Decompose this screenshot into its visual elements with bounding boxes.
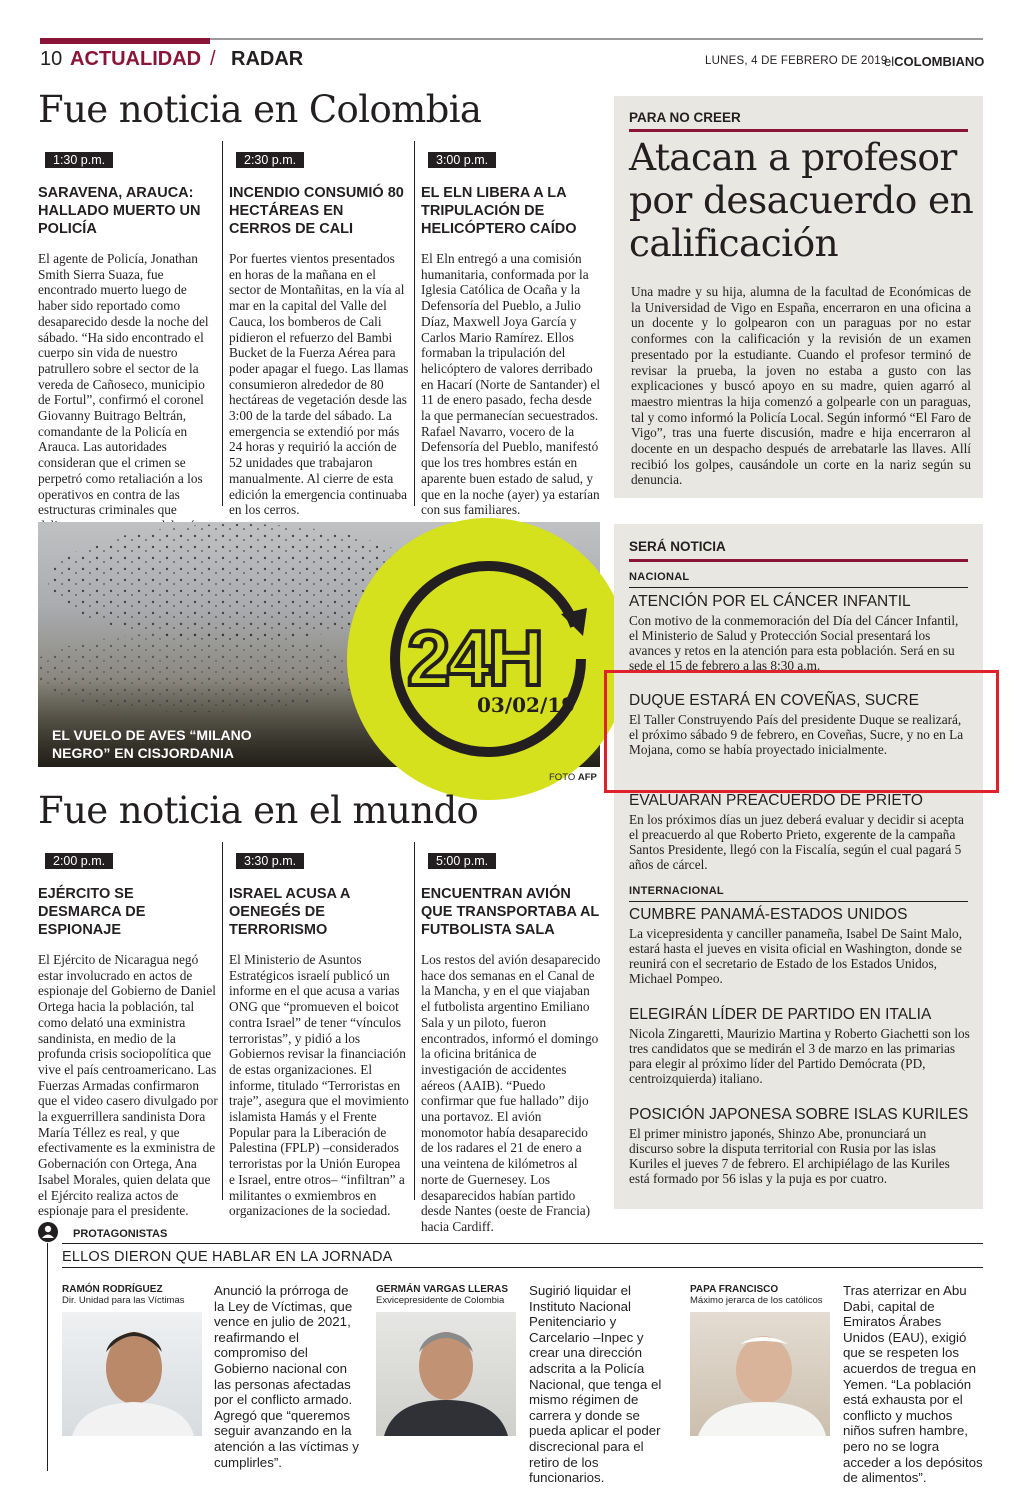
person-icon [38, 1222, 58, 1242]
mundo-story-2 [229, 852, 409, 1219]
story-body: El Ejército de Nicaragua negó estar involucrado en actos de espionaje del Gobierno de Daniel Ortega hacia la población, tal como delató una exministra sandinista, en medio de la profunda crisis sociopolítica que vive el país centroamericano. Las Fuerzas Armadas confirmaron que el video casero divulgado por la exguerrillera sandinista Dora María Téllez es real, y que efectivamente es la exministra de Gobernación con Ortega, Ana Isabel Morales, quien delata que el Ejército realiza actos de espionaje para el presidente. [38, 952, 218, 1219]
header-accent-bar [40, 38, 210, 44]
news-body: En los próximos días un juez deberá evaluar y decidir si acepta el preacuerdo al que Roberto Prieto, exgerente de la campaña Santos Presidente, llegó con la Fiscalía, según el cual pagará 5 años de cárcel. [629, 812, 964, 872]
mundo-story-3 [421, 852, 601, 1235]
news-headline: DUQUE ESTARÁ EN COVEÑAS, SUCRE [629, 692, 919, 709]
protagonist-3-photo [690, 1312, 830, 1436]
internacional-label: INTERNACIONAL [629, 885, 724, 897]
story-headline: SARAVENA, ARAUCA: HALLADO MUERTO UN POLICÍA [38, 185, 201, 237]
colombia-story-3 [421, 151, 601, 518]
nacional-item-3 [629, 792, 971, 872]
para-no-creer-box [614, 96, 983, 498]
colombia-story-2 [229, 151, 409, 518]
subsection-title: RADAR [231, 48, 304, 70]
para-no-creer-title: Atacan a profesor por desacuerdo en calificación [629, 135, 974, 265]
newspaper-brand: elCOLOMBIANO [884, 54, 985, 69]
time-badge: 1:30 p.m. [45, 152, 113, 168]
protagonist-name: GERMÁN VARGAS LLERAS [376, 1284, 509, 1295]
protagonistas-subtitle: ELLOS DIERON QUE HABLAR EN LA JORNADA [62, 1249, 393, 1265]
news-body: Nicola Zingaretti, Maurizio Martina y Roberto Giachetti son los tres candidatos que se medirán el 3 de marzo en las primarias para elegir al próximo líder del Partido Demócrata (PD, centroizquierda) italiano. [629, 1026, 970, 1086]
news-headline: EVALUARÁN PREACUERDO DE PRIETO [629, 792, 923, 809]
page-number: 10 [40, 48, 63, 70]
story-body: El agente de Policía, Jonathan Smith Sierra Suaza, fue encontrado muerto luego de haber sido reportado como desaparecido desde la noche del sábado. “Ha sido encontrado el cuerpo sin vida de nuestro patrullero sobre el sector de la vereda de Cañoseco, municipio de Fortul”, confirmó el coronel Giovanny Buitrago Beltrán, comandante de la Policía en Arauca. Las autoridades consideran que el crimen se perpetró como retaliación a los operativos en contra de las estructuras criminales que [38, 251, 209, 518]
protagonist-role: Dir. Unidad para las Víctimas [62, 1295, 185, 1306]
story-headline: ISRAEL ACUSA A OENEGÉS DE TERRORISMO [229, 886, 350, 938]
story-headline: INCENDIO CONSUMIÓ 80 HECTÁREAS EN CERROS DE CALI [229, 185, 404, 237]
protagonist-name: RAMÓN RODRÍGUEZ [62, 1284, 163, 1295]
section-separator: / [210, 48, 216, 70]
section-title: ACTUALIDAD [70, 48, 202, 70]
time-badge: 3:30 p.m. [236, 853, 304, 869]
story-body: Por fuertes vientos presentados en horas de la mañana en el sector de Montañitas, en la vía al mar en la capital del Valle del Cauca, los bomberos de Cali pidieron el refuerzo del Bambi Bucket de la Fuerza Aérea para poder apagar el fuego. Las llamas consumieron alrededor de 80 hectáreas de vegetación desde las 3:00 de la tarde del sábado. La emergencia se extendió por más 24 horas y requirió la acción de 52 unidades que trabajaron manualmente. Al cierre de esta edición la emergencia continuaba en los cerros. [229, 251, 409, 518]
column-rule [222, 141, 223, 506]
nacional-label: NACIONAL [629, 571, 690, 583]
story-body: Los restos del avión desaparecido hace dos semanas en el Canal de la Mancha, y en el que viajaban el futbolista argentino Emiliano Sala y un piloto, fueron encontrados, informó el domingo la oficina británica de investigación de accidentes aéreos (AAIB). “Puedo confirmar que fue hallado” dijo una portavoz. El avión monomotor había desaparecido de los radares el 21 de enero a una veintena de kilómetros al norte de Guernesey. Los desaparecidos habían partido desde Nantes (oeste de Francia) hacia Cardiff. [421, 952, 601, 1234]
column-rule [414, 141, 415, 506]
protagonist-3-info [690, 1284, 823, 1306]
colombia-title: Fue noticia en Colombia [38, 88, 482, 131]
story-headline: ENCUENTRAN AVIÓN QUE TRANSPORTABA AL FUTBOLISTA SALA [421, 886, 600, 938]
24h-date: 03/02/19 [477, 693, 576, 717]
protagonist-2-info [376, 1284, 508, 1306]
para-no-creer-body: Una madre y su hija, alumna de la facultad de Económicas de la Universidad de Vigo en España, encerraron en una oficina a un docente y lo golpearon con un paraguas por no estar conformes con la calificación y la revisión de un examen presentado por la estudiante. Cuando el profesor terminó de revisar la prueba, la joven no estaba a gusto con las explicaciones y buscó apoyo en su madre, quien agarró al maestro mientras la hija comenzó a golpearle con un paraguas, tal y como informó la Policía Local. Según informó “El Faro de Vigo”, tras una fuerte discusión, madre e hija encerraron al docente en un despacho después de arrebatarle las llaves. Allí recibió los golpes, causándole un corte en la nariz según su denuncia. [631, 284, 971, 488]
nacional-item-1 [629, 593, 971, 673]
story-headline: EL ELN LIBERA A LA TRIPULACIÓN DE HELICÓPTERO CAÍDO [421, 185, 577, 237]
internacional-item-3 [629, 1106, 971, 1186]
protagonist-2-text: Sugirió liquidar el Instituto Nacional Penitenciario y Carcelario –Inpec y crear una dirección adscrita a la Policía Nacional, que tenga el mismo régimen de carrera y donde se pueda aplicar el poder discrecional para el retiro de los funcionarios. [529, 1283, 662, 1486]
photo-caption: EL VUELO DE AVES “MILANO NEGRO” EN CISJORDANIA [52, 727, 252, 761]
protagonist-name: PAPA FRANCISCO [690, 1284, 779, 1295]
internacional-item-1 [629, 906, 971, 986]
sera-noticia-box [614, 524, 983, 1209]
protagonist-1-photo [62, 1312, 202, 1436]
colombia-story-1 [38, 151, 218, 534]
24h-label: 24H [407, 614, 542, 702]
protagonistas-label: PROTAGONISTAS [73, 1228, 168, 1240]
column-rule [222, 842, 223, 1200]
issue-date: LUNES, 4 DE FEBRERO DE 2019 [705, 55, 888, 67]
news-body: El primer ministro japonés, Shinzo Abe, pronunciará un discurso sobre la disputa territorial con Rusia por las islas Kuriles el jueves 7 de febrero. El archipiélago de las Kuriles está formado por 56 islas y la puja es por cuatro. [629, 1126, 950, 1186]
sera-noticia-label: SERÁ NOTICIA [629, 539, 726, 554]
story-body: El Eln entregó a una comisión humanitaria, conformada por la Iglesia Católica de Ocaña y la Defensoría del Pueblo, a Julio Díaz, Maxwell Joya García y Carlos Mario Ramírez. Ellos formaban la tripulación del helicóptero de valores derribado en Hacarí (Norte de Santander) el 11 de enero pasado, fecha desde la que permanecían secuestrados. Rafael Navarro, vocero de la Defensoría del Pueblo, manifestó que los tres hombres están en aparente buen estado de salud, y que en la noche (ayer) ya estarían con sus familiares. [421, 251, 601, 518]
news-headline: CUMBRE PANAMÁ-ESTADOS UNIDOS [629, 906, 908, 923]
news-body: El Taller Construyendo País del presidente Duque se realizará, el próximo sábado 9 de febrero, en Coveñas, Sucre, y no en La Mojana, como se había proyectado inicialmente. [629, 712, 964, 757]
news-headline: ATENCIÓN POR EL CÁNCER INFANTIL [629, 593, 911, 610]
para-no-creer-label: PARA NO CREER [629, 110, 741, 125]
news-body: Con motivo de la conmemoración del Día del Cáncer Infantil, el Ministerio de Salud y Protección Social presentará los avances y retos en la atención para esta población. Será en su sede el 15 de febrero a las 8:30 a.m. [629, 613, 959, 673]
box-accent-rule [629, 129, 968, 132]
protagonist-role: Máximo jerarca de los católicos [690, 1295, 823, 1306]
box-accent-rule [629, 559, 968, 562]
news-headline: ELEGIRÁN LÍDER DE PARTIDO EN ITALIA [629, 1006, 932, 1023]
column-rule [414, 842, 415, 1200]
time-badge: 2:00 p.m. [45, 853, 113, 869]
time-badge: 3:00 p.m. [428, 152, 496, 168]
protagonistas-rule [62, 1243, 983, 1244]
photo-credit: FOTO AFP [549, 772, 597, 783]
highlight-box [604, 670, 999, 793]
time-badge: 5:00 p.m. [428, 853, 496, 869]
protagonist-3-text: Tras aterrizar en Abu Dabi, capital de Emiratos Árabes Unidos (EAU), exigió que se respeten los acuerdos de tregua en Yemen. “La población está exhausta por el conflicto y muchos niños sufren hambre, pero no se logra acceder a los depósitos de alimentos”. [843, 1283, 983, 1486]
section-rule [629, 901, 968, 902]
section-rule [629, 587, 968, 588]
protagonist-2-photo [376, 1312, 516, 1436]
protagonist-1-text: Anunció la prórroga de la Ley de Víctimas, que vence en julio de 2021, reafirmando el compromiso del Gobierno nacional con las personas afectadas por el conflicto armado. Agregó que “queremos seguir avanzando en la atención a las víctimas y cumplirles”. [214, 1283, 359, 1470]
news-body: La vicepresidenta y canciller panameña, Isabel De Saint Malo, estará hasta el jueves en visita oficial en Washington, donde se reunirá con el secretario de Estado de los Estados Unidos, Michael Pompeo. [629, 926, 963, 986]
protagonist-role: Exvicepresidente de Colombia [376, 1295, 505, 1306]
mundo-title: Fue noticia en el mundo [38, 789, 479, 832]
protagonistas-rule-vertical [47, 1243, 48, 1471]
internacional-item-2 [629, 1006, 971, 1086]
protagonistas-rule [62, 1267, 983, 1268]
mundo-story-1 [38, 852, 218, 1219]
time-badge: 2:30 p.m. [236, 152, 304, 168]
story-body: El Ministerio de Asuntos Estratégicos israelí publicó un informe en el que acusa a varias ONG que “promueven el boicot contra Israel” de tener “vínculos terroristas”, y pidió a los Gobiernos revisar la financiación de estas organizaciones. El informe, titulado “Terroristas en traje”, asegura que el movimiento islamista Hamás y el Frente Popular para la Liberación de Palestina (FPLP) –considerados terroristas por la Unión Europea e Israel, entre otros– “infiltran” a militantes o exmiembros en organizaciones de la sociedad. [229, 952, 409, 1219]
protagonist-1-info [62, 1284, 185, 1306]
story-headline: EJÉRCITO SE DESMARCA DE ESPIONAJE [38, 886, 146, 938]
24h-badge [347, 518, 629, 800]
news-headline: POSICIÓN JAPONESA SOBRE ISLAS KURILES [629, 1106, 969, 1123]
